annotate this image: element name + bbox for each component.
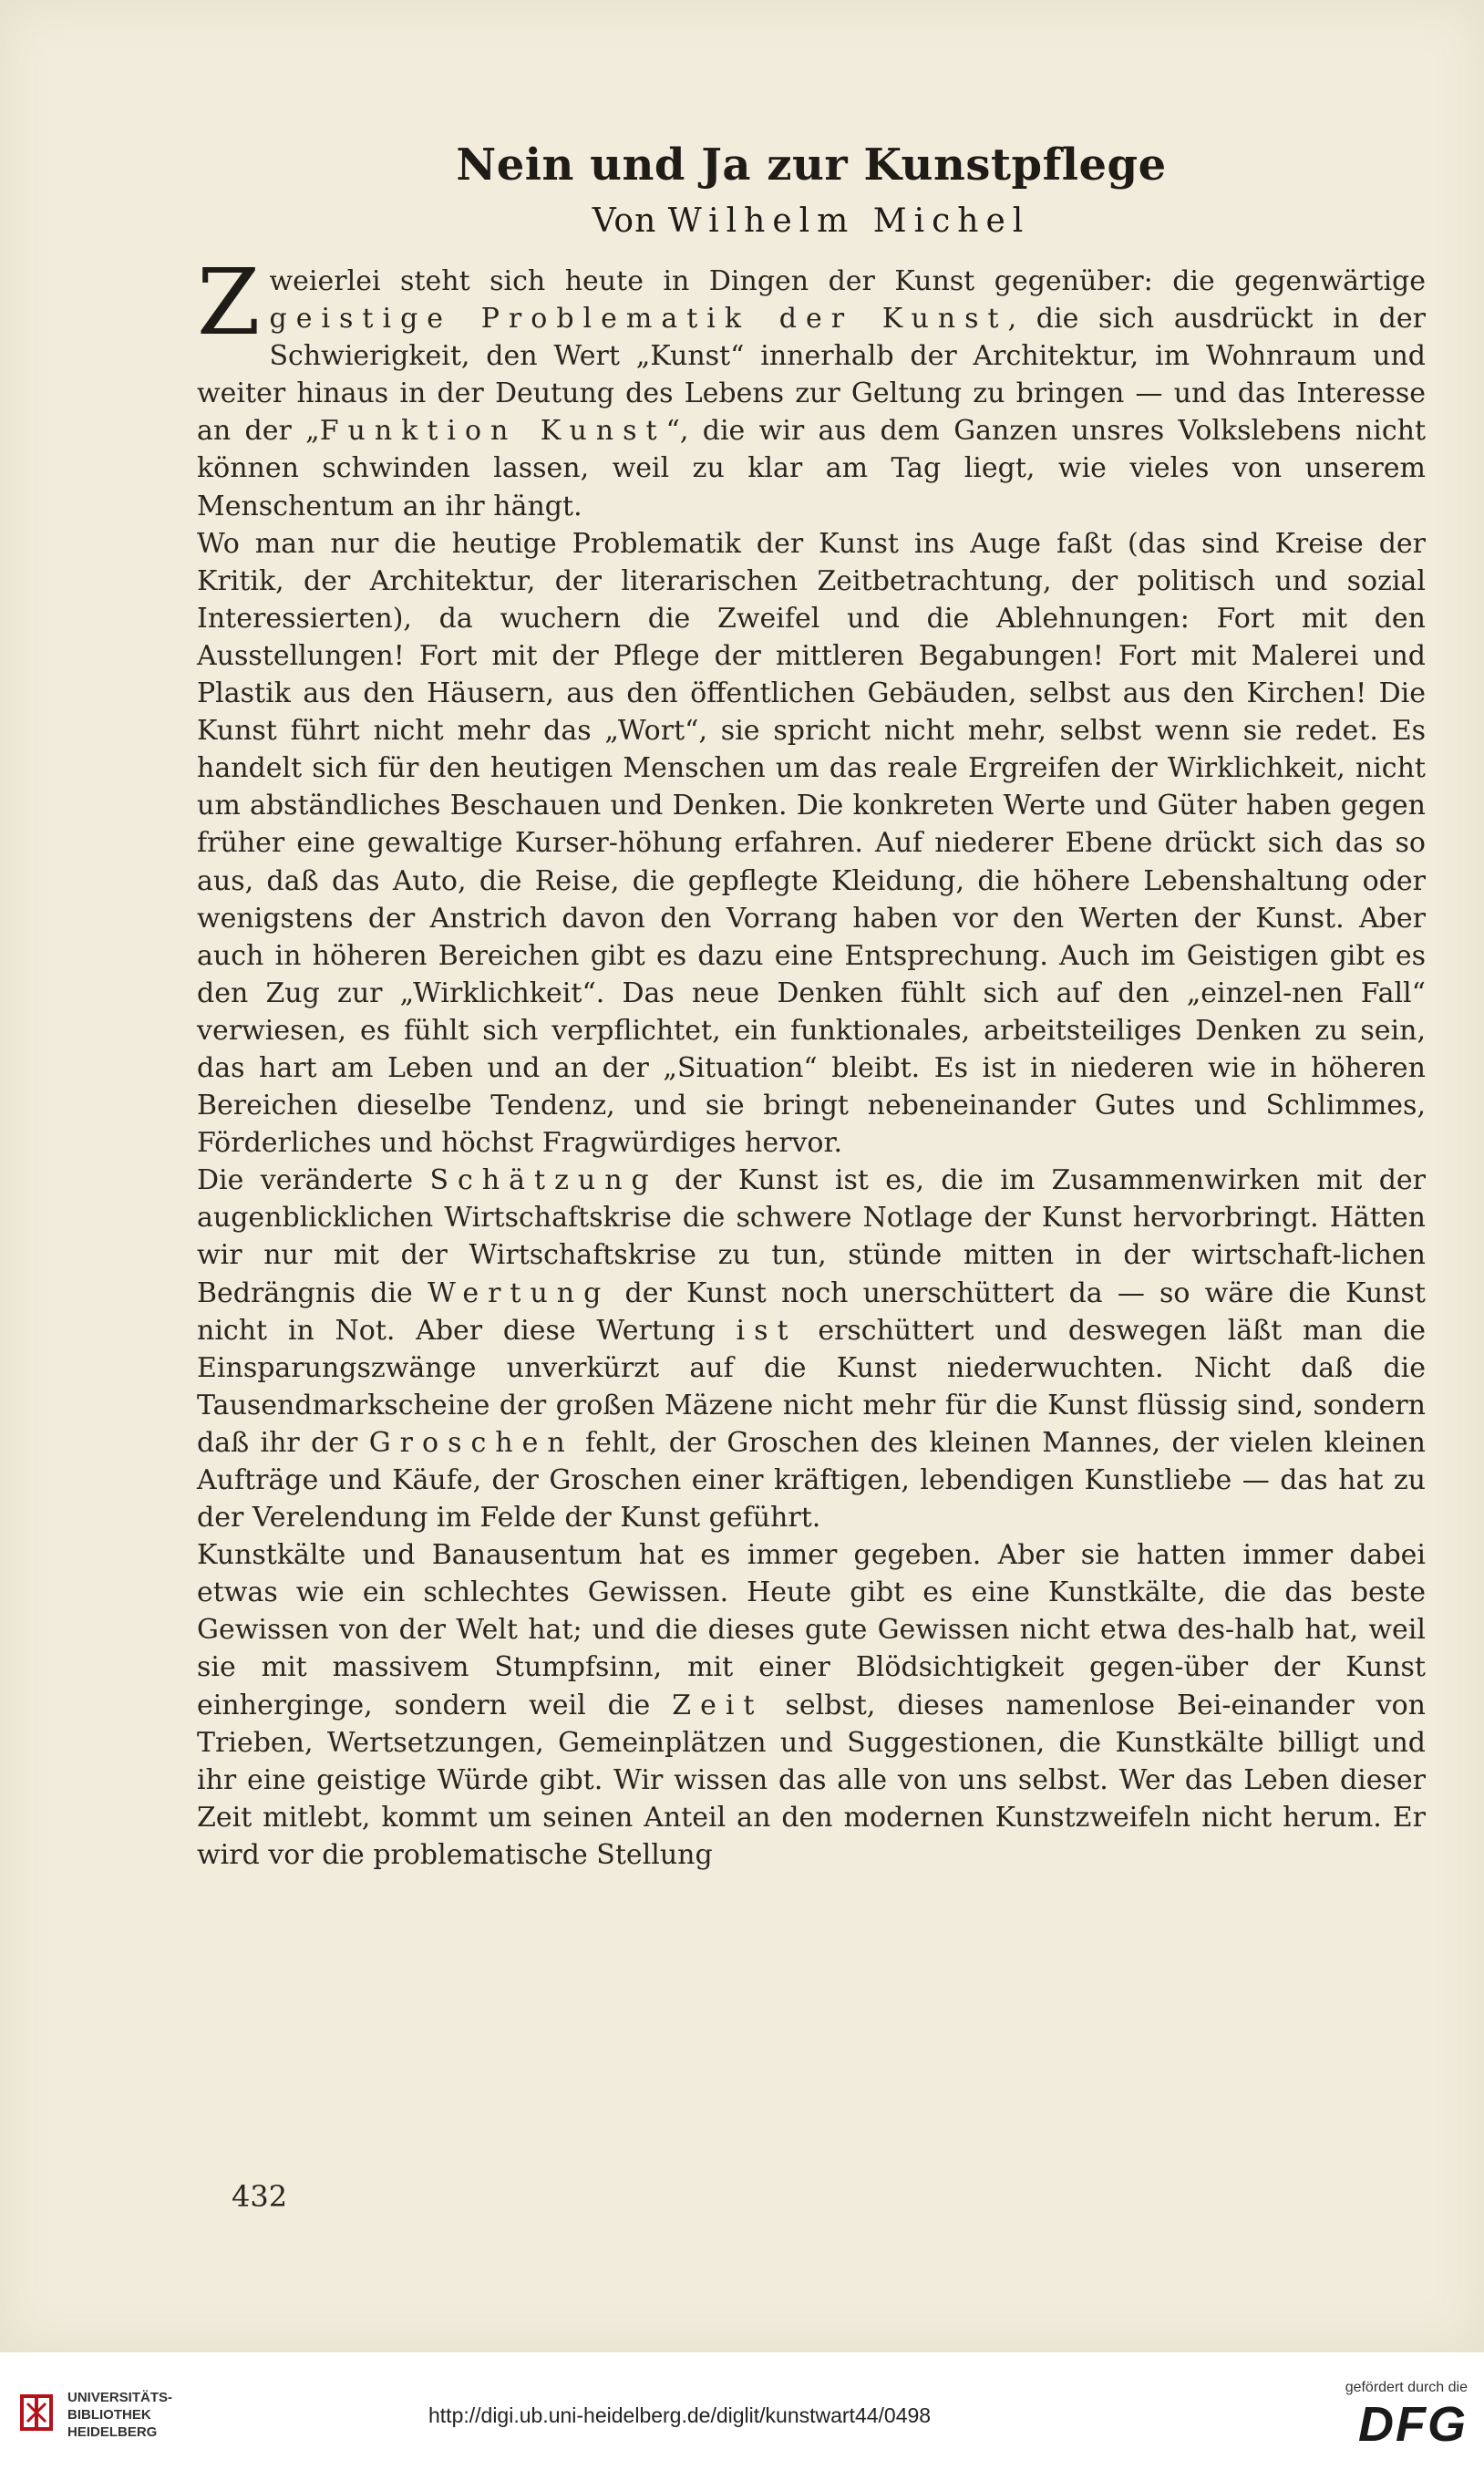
dfg-logo-icon: DFG	[1358, 2397, 1468, 2452]
article-title: Nein und Ja zur Kunstpflege	[456, 140, 1167, 191]
university-library-logo-icon	[15, 2391, 58, 2434]
paragraph-3-text-e: der Kunst noch unerschüttert da — so wäre die Kunst nicht in Not. Aber diese Wertung	[197, 1276, 1426, 1347]
paragraph-1-text-e: “, die wir aus dem Ganzen unsres Volkslebens nicht können schwinden lassen, weil zu klar am Tag liegt, wie vieles von unserem Menschentum an ihr hängt.	[197, 415, 1426, 522]
paragraph-3-emphasis-a: Schätzung	[429, 1164, 658, 1197]
article-byline	[197, 199, 1426, 244]
paragraph-3-text-c: der Kunst ist es, die im Zusammenwirken mit der augenblicklichen Wirtschaftskrise die schwere Notlage der Kunst hervorbringt. Hätten wir nur mit der Wirtschaftskrise zu tun, stünde mitten in der wirtschaft-lichen Bedrängnis die	[197, 1164, 1426, 1309]
paragraph-3-text-i: fehlt, der Groschen des kleinen Mannes, der vielen kleinen Aufträge und Käufe, der Groschen einer kräftigen, lebendigen Kunstliebe — das hat zu der Verelendung im Felde der Kunst geführt.	[197, 1426, 1426, 1535]
page-number: 432	[232, 2179, 288, 2214]
paragraph-2: Wo man nur die heutige Problematik der Kunst ins Auge faßt (das sind Kreise der Kritik, der Architektur, der literarischen Zeitbetrachtung, der politisch und sozial Interessierten), da wuchern die Zweifel und die Ablehnungen: Fort mit den Ausstellungen! Fort mit der Pflege der mittleren Begabungen! Fort mit Malerei und Plastik aus den Häusern, aus den öffentlichen Gebäuden, selbst aus den Kirchen! Die Kunst führt nicht mehr das „Wort“, sie spricht nicht mehr, selbst wenn sie redet. Es handelt sich für den heutigen Menschen um das reale Ergreifen der Wirklichkeit, nicht um abständliches Beschauen und Denken. Die konkreten Werte und Güter haben gegen früher eine gewaltige Kurser-höhung erfahren. Auf niederer Ebene drückt sich das so aus, daß das Auto, die Reise, die gepflegte Kleidung, die höhere Lebenshaltung oder wenigstens der Anstrich davon den Vorrang haben vor den Werten der Kunst. Aber auch in höheren Bereichen gibt es dazu eine Entsprechung. Auch im Geistigen gibt es den Zug zur „Wirklichkeit“. Das neue Denken fühlt sich auf den „einzel-nen Fall“ verwiesen, es fühlt sich verpflichtet, ein funktionales, arbeitsteiliges Denken zu sein, das hart am Leben und an der „Situation“ bleibt. Es ist in niederen wie in höheren Bereichen dieselbe Tendenz, und sie bringt nebeneinander Gutes und Schlimmes, Förderliches und höchst Fragwürdiges hervor.	[197, 527, 1426, 1160]
article-body	[197, 137, 1426, 1874]
paragraph-3	[197, 1162, 1426, 1536]
byline-prefix: Von	[592, 202, 657, 240]
funding-notice	[1345, 2380, 1468, 2451]
institution-name	[67, 2389, 172, 2441]
institution-line-3: HEIDELBERG	[67, 2424, 158, 2440]
paragraph-4-emphasis-a: Zeit	[672, 1689, 764, 1721]
byline-author: Wilhelm Michel	[667, 202, 1031, 240]
institution-line-1: UNIVERSITÄTS-	[67, 2390, 173, 2405]
paragraph-1-text-a: weierlei steht sich heute in Dingen der Kunst gegenüber: die gegenwärtige	[269, 265, 1426, 297]
funding-text: gefördert durch die	[1345, 2380, 1468, 2395]
paragraph-3-emphasis-d: Groschen	[368, 1426, 574, 1459]
paragraph-1-emphasis-a: geistige Problematik der Kunst	[269, 303, 1008, 336]
source-url-link[interactable]: http://digi.ub.uni-heidelberg.de/diglit/kunstwart44/0498	[428, 2403, 932, 2427]
paragraph-4	[197, 1536, 1426, 1874]
paragraph-3-text-a: Die veränderte	[197, 1164, 430, 1197]
paragraph-4-text-a: Kunstkälte und Banausentum hat es immer gegeben. Aber sie hatten immer dabei etwas wie ein schlechtes Gewissen. Heute gibt es eine Kunstkälte, die das beste Gewissen von der Welt hat; und die dieses gute Gewissen nicht etwa des-halb hat, weil sie mit massivem Stumpfsinn, mit einer Blödsichtigkeit gegen-über der Kunst einherginge, sondern weil die	[197, 1539, 1426, 1721]
paragraph-1-text-c: , die sich ausdrückt in der Schwierigkeit, den Wert „Kunst“ innerhalb der Architektur, im Wohnraum und weiter hinaus in der Deutung des Lebens zur Geltung zu bringen — und das Interesse an der „	[197, 303, 1426, 448]
paragraph-3-emphasis-b: Wertung	[427, 1276, 611, 1309]
drop-cap: Z	[197, 249, 261, 356]
paragraph-1-emphasis-b: Funktion Kunst	[319, 415, 666, 448]
paragraph-4-text-c: selbst, dieses namenlose Bei-einander von Trieben, Wertsetzungen, Gemeinplätzen und Suggestionen, die Kunstkälte billigt und ihr eine geistige Würde gibt. Wir wissen das alle von uns selbst. Wer das Leben dieser Zeit mitlebt, kommt um seinen Anteil an den modernen Kunstzweifeln nicht herum. Er wird vor die problematische Stellung	[197, 1689, 1426, 1871]
paragraph-3-emphasis-c: ist	[736, 1314, 798, 1347]
paragraph-1	[197, 249, 1426, 525]
paragraph-3-text-g: erschüttert und deswegen läßt man die Einsparungszwänge unverkürzt auf die Kunst niederwuchten. Nicht daß die Tausendmarkscheine der großen Mäzene nicht mehr für die Kunst flüssig sind, sondern daß ihr der	[197, 1314, 1426, 1459]
institution-line-2: BIBLIOTHEK	[67, 2407, 151, 2423]
